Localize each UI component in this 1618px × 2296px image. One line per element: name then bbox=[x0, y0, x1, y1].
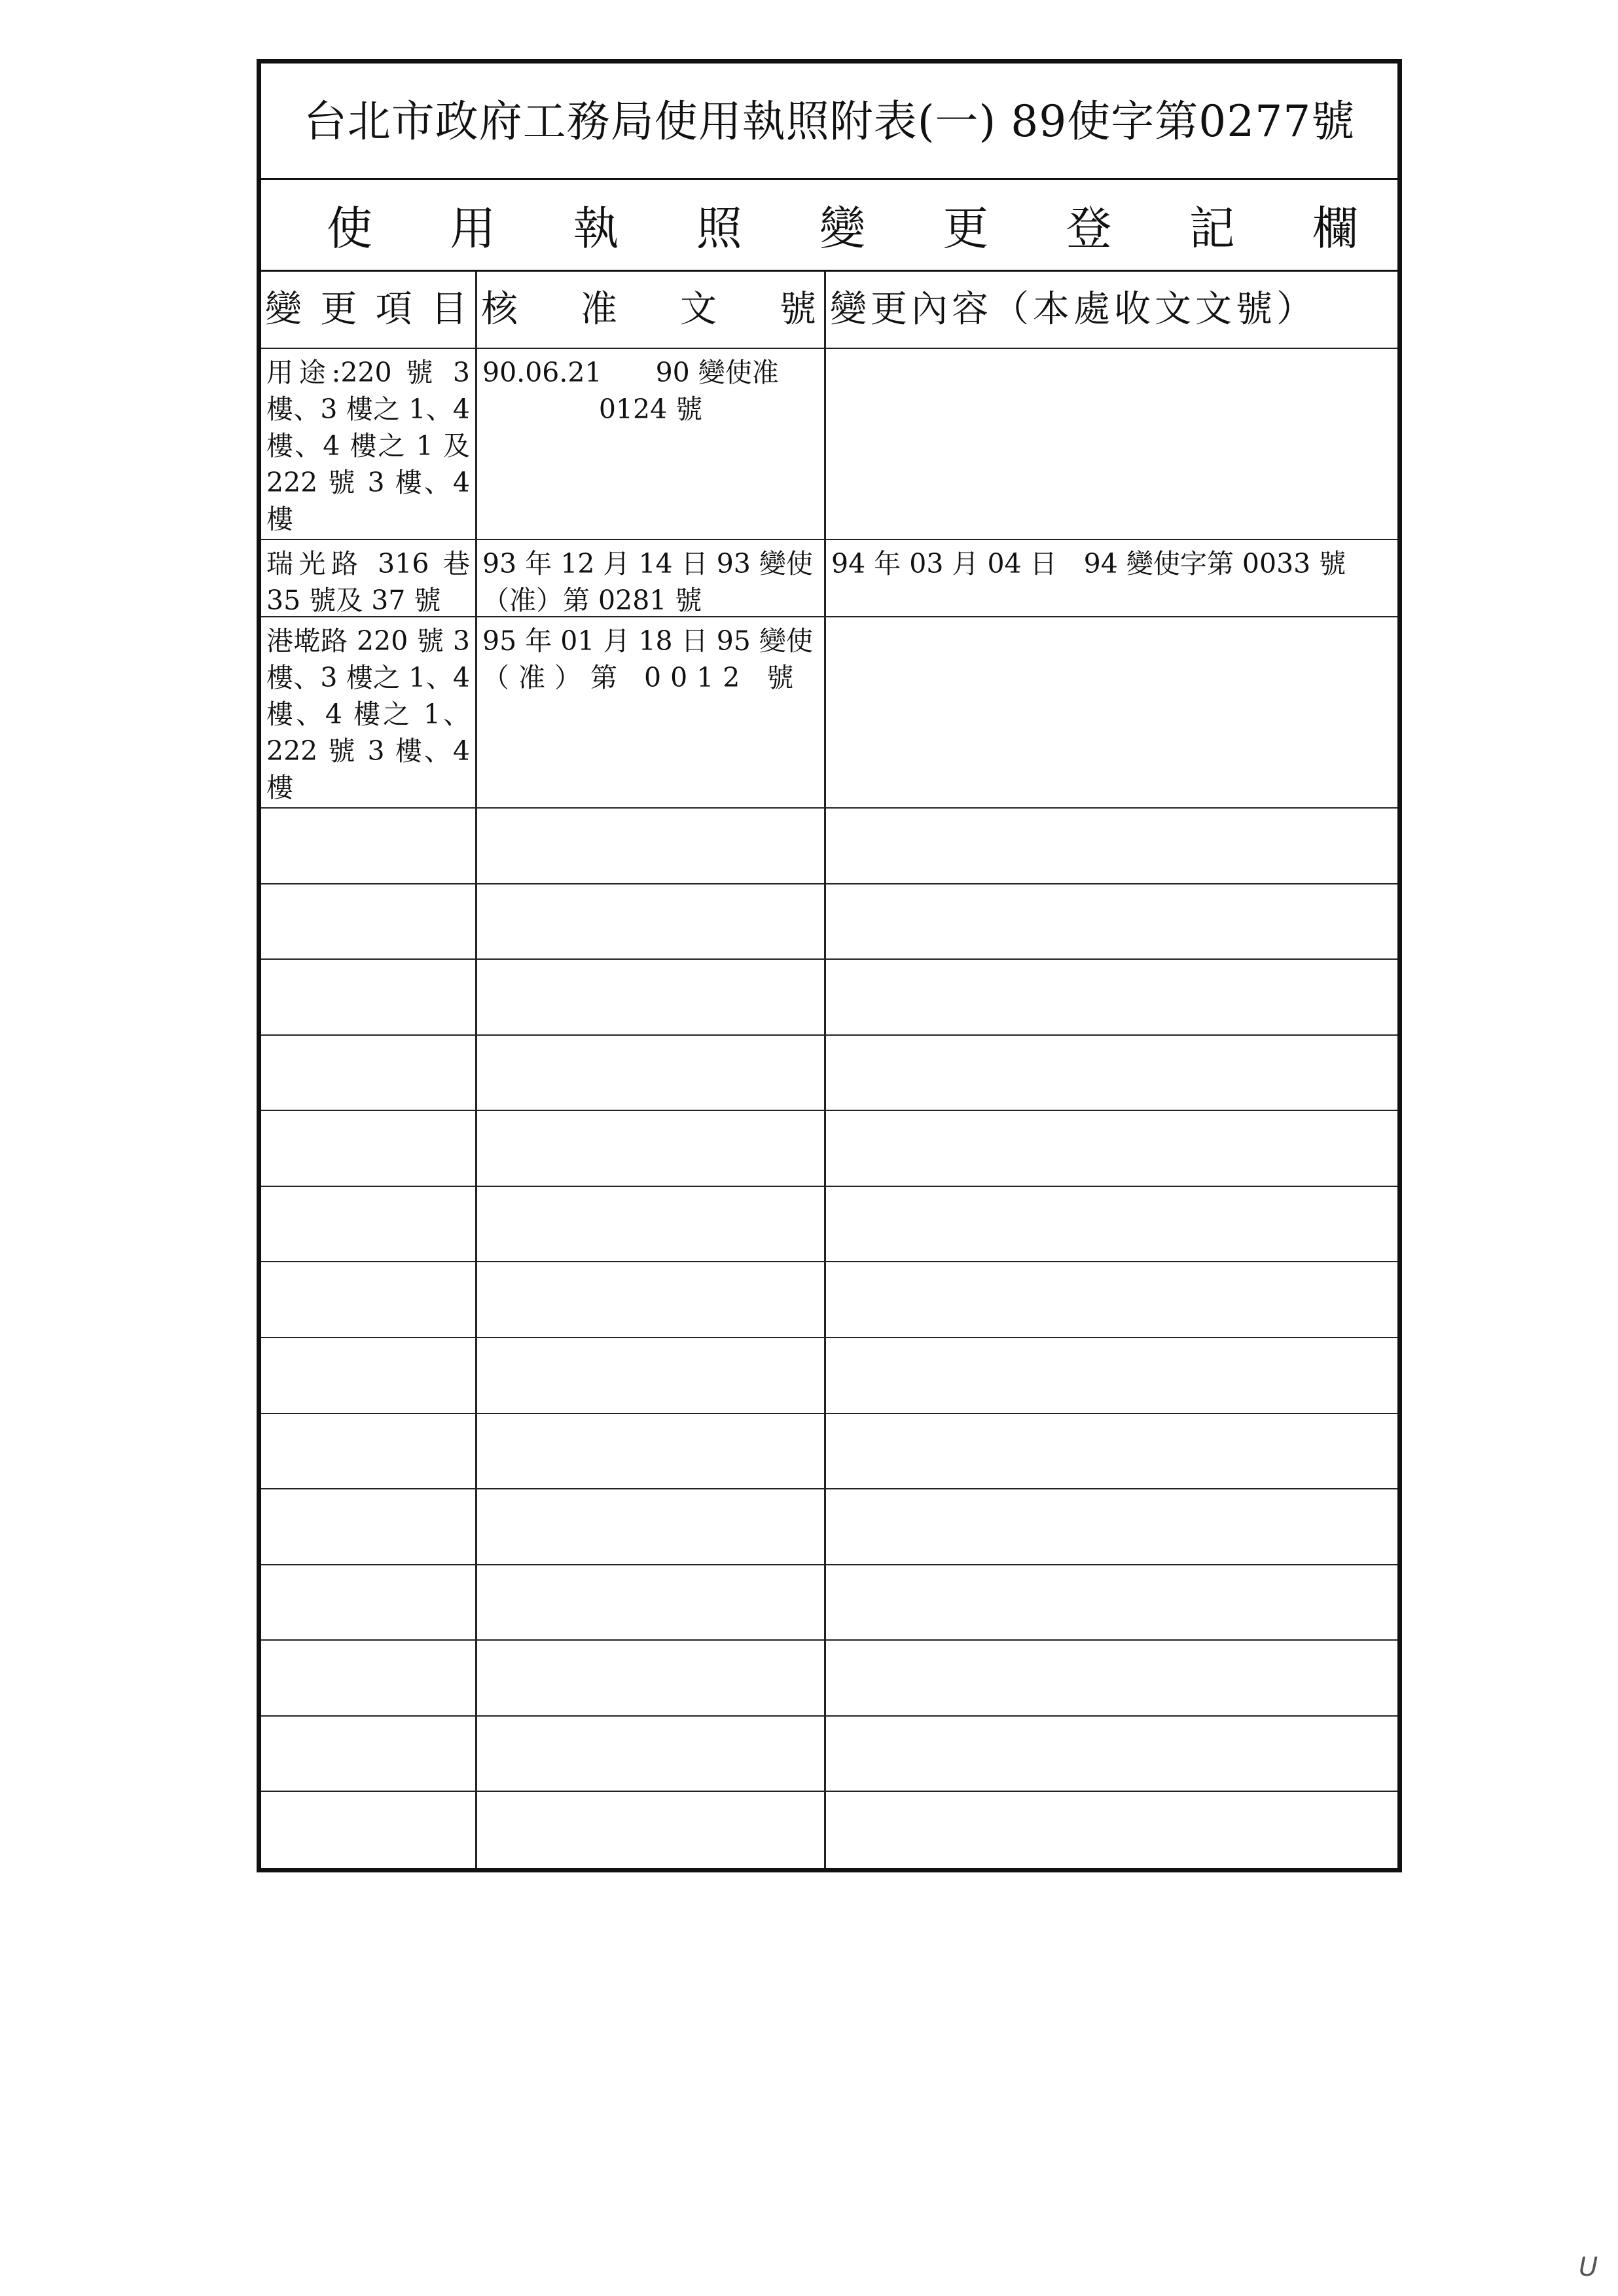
blank-cell bbox=[826, 1338, 1397, 1413]
approval-line: 0124 號 bbox=[598, 393, 703, 425]
blank-table-row bbox=[261, 1565, 1397, 1641]
blank-cell bbox=[261, 1414, 477, 1489]
blank-cell bbox=[261, 1489, 477, 1564]
subtitle-char: 變 bbox=[819, 202, 865, 255]
blank-cell bbox=[477, 1792, 826, 1868]
blank-table-row bbox=[261, 1338, 1397, 1414]
blank-cell bbox=[261, 1338, 477, 1413]
subtitle-char: 更 bbox=[943, 202, 989, 255]
blank-cell bbox=[261, 1262, 477, 1337]
blank-cell bbox=[477, 1414, 826, 1489]
blank-cell bbox=[477, 1036, 826, 1110]
blank-cell bbox=[477, 1641, 826, 1715]
blank-cell bbox=[477, 960, 826, 1034]
change-item-cell: 用途:220 號 3 樓、3 樓之 1、4 樓、4 樓之 1 及 222 號 3 樓、4 樓 bbox=[261, 349, 477, 539]
blank-table-row bbox=[261, 1717, 1397, 1793]
subtitle-char: 用 bbox=[450, 202, 496, 255]
blank-table-row bbox=[261, 1036, 1397, 1112]
approval-line: （准）第 0281 號 bbox=[482, 585, 702, 616]
change-item-cell: 港墘路 220 號 3 樓、3 樓之 1、4 樓、4 樓之 1、222 號 3 樓、4 樓 bbox=[261, 617, 477, 807]
blank-cell bbox=[477, 1338, 826, 1413]
blank-cell bbox=[261, 1036, 477, 1110]
subtitle-char: 欄 bbox=[1312, 202, 1358, 255]
blank-cell bbox=[261, 809, 477, 883]
blank-cell bbox=[826, 960, 1397, 1034]
blank-cell bbox=[477, 1111, 826, 1186]
blank-cell bbox=[826, 884, 1397, 959]
blank-cell bbox=[826, 1792, 1397, 1868]
blank-cell bbox=[826, 1187, 1397, 1262]
blank-cell bbox=[477, 809, 826, 883]
blank-table-row bbox=[261, 1414, 1397, 1490]
permit-annex-sheet bbox=[257, 59, 1402, 1872]
blank-cell bbox=[477, 884, 826, 959]
blank-cell bbox=[826, 1036, 1397, 1110]
blank-cell bbox=[826, 1641, 1397, 1715]
blank-cell bbox=[261, 884, 477, 959]
blank-cell bbox=[826, 1565, 1397, 1640]
table-header-row bbox=[261, 272, 1397, 349]
blank-cell bbox=[261, 1187, 477, 1262]
table-row bbox=[261, 540, 1397, 617]
subtitle-char: 使 bbox=[327, 202, 372, 255]
approval-line: 93 年 12 月 14 日 93 變使 bbox=[482, 548, 813, 579]
approval-number-cell bbox=[477, 617, 826, 807]
approval-line: 90.06.21 90 變使准 bbox=[482, 357, 779, 388]
blank-table-row bbox=[261, 1792, 1397, 1868]
blank-cell bbox=[477, 1489, 826, 1564]
approval-number-cell bbox=[477, 540, 826, 616]
header-approval-number: 核 准 文 號 bbox=[477, 272, 826, 348]
blank-cell bbox=[261, 1792, 477, 1868]
blank-cell bbox=[261, 1641, 477, 1715]
blank-cell bbox=[477, 1187, 826, 1262]
subtitle-char: 記 bbox=[1189, 202, 1235, 255]
blank-table-row bbox=[261, 960, 1397, 1036]
change-content-cell bbox=[826, 349, 1397, 539]
blank-cell bbox=[477, 1262, 826, 1337]
blank-cell bbox=[477, 1717, 826, 1791]
blank-cell bbox=[826, 1489, 1397, 1564]
blank-table-row bbox=[261, 1489, 1397, 1565]
blank-table-row bbox=[261, 1187, 1397, 1263]
blank-cell bbox=[477, 1565, 826, 1640]
approval-number-cell bbox=[477, 349, 826, 539]
blank-cell bbox=[826, 809, 1397, 883]
change-content-cell: 94 年 03 月 04 日 94 變使字第 0033 號 bbox=[831, 548, 1346, 579]
blank-table-row bbox=[261, 884, 1397, 960]
blank-table-row bbox=[261, 1262, 1397, 1338]
document-title: 台北市政府工務局使用執照附表(一) 89使字第0277號 bbox=[261, 64, 1397, 180]
approval-line: （准）第 0012 號 bbox=[482, 662, 803, 693]
table-row bbox=[261, 617, 1397, 809]
section-subtitle bbox=[261, 180, 1397, 272]
blank-cell bbox=[261, 1565, 477, 1640]
blank-table-row bbox=[261, 1641, 1397, 1717]
blank-table-row bbox=[261, 1111, 1397, 1187]
blank-cell bbox=[826, 1262, 1397, 1337]
blank-cell bbox=[261, 1111, 477, 1186]
approval-line: 95 年 01 月 18 日 95 變使 bbox=[482, 625, 813, 657]
header-change-item: 變更項目 bbox=[261, 272, 477, 348]
subtitle-char: 登 bbox=[1066, 202, 1112, 255]
subtitle-char: 照 bbox=[696, 202, 742, 255]
blank-cell bbox=[261, 1717, 477, 1791]
table-row bbox=[261, 349, 1397, 540]
margin-mark: U bbox=[1579, 2252, 1598, 2282]
blank-cell bbox=[826, 1717, 1397, 1791]
change-content-cell bbox=[826, 617, 1397, 807]
change-item-cell: 瑞光路 316 巷 35 號及 37 號 bbox=[261, 540, 477, 616]
subtitle-char: 執 bbox=[573, 202, 619, 255]
blank-table-row bbox=[261, 809, 1397, 884]
blank-cell bbox=[261, 960, 477, 1034]
blank-cell bbox=[826, 1414, 1397, 1489]
blank-cell bbox=[826, 1111, 1397, 1186]
change-record-table bbox=[261, 272, 1397, 1868]
header-change-content: 變更內容（本處收文文號） bbox=[830, 288, 1317, 331]
